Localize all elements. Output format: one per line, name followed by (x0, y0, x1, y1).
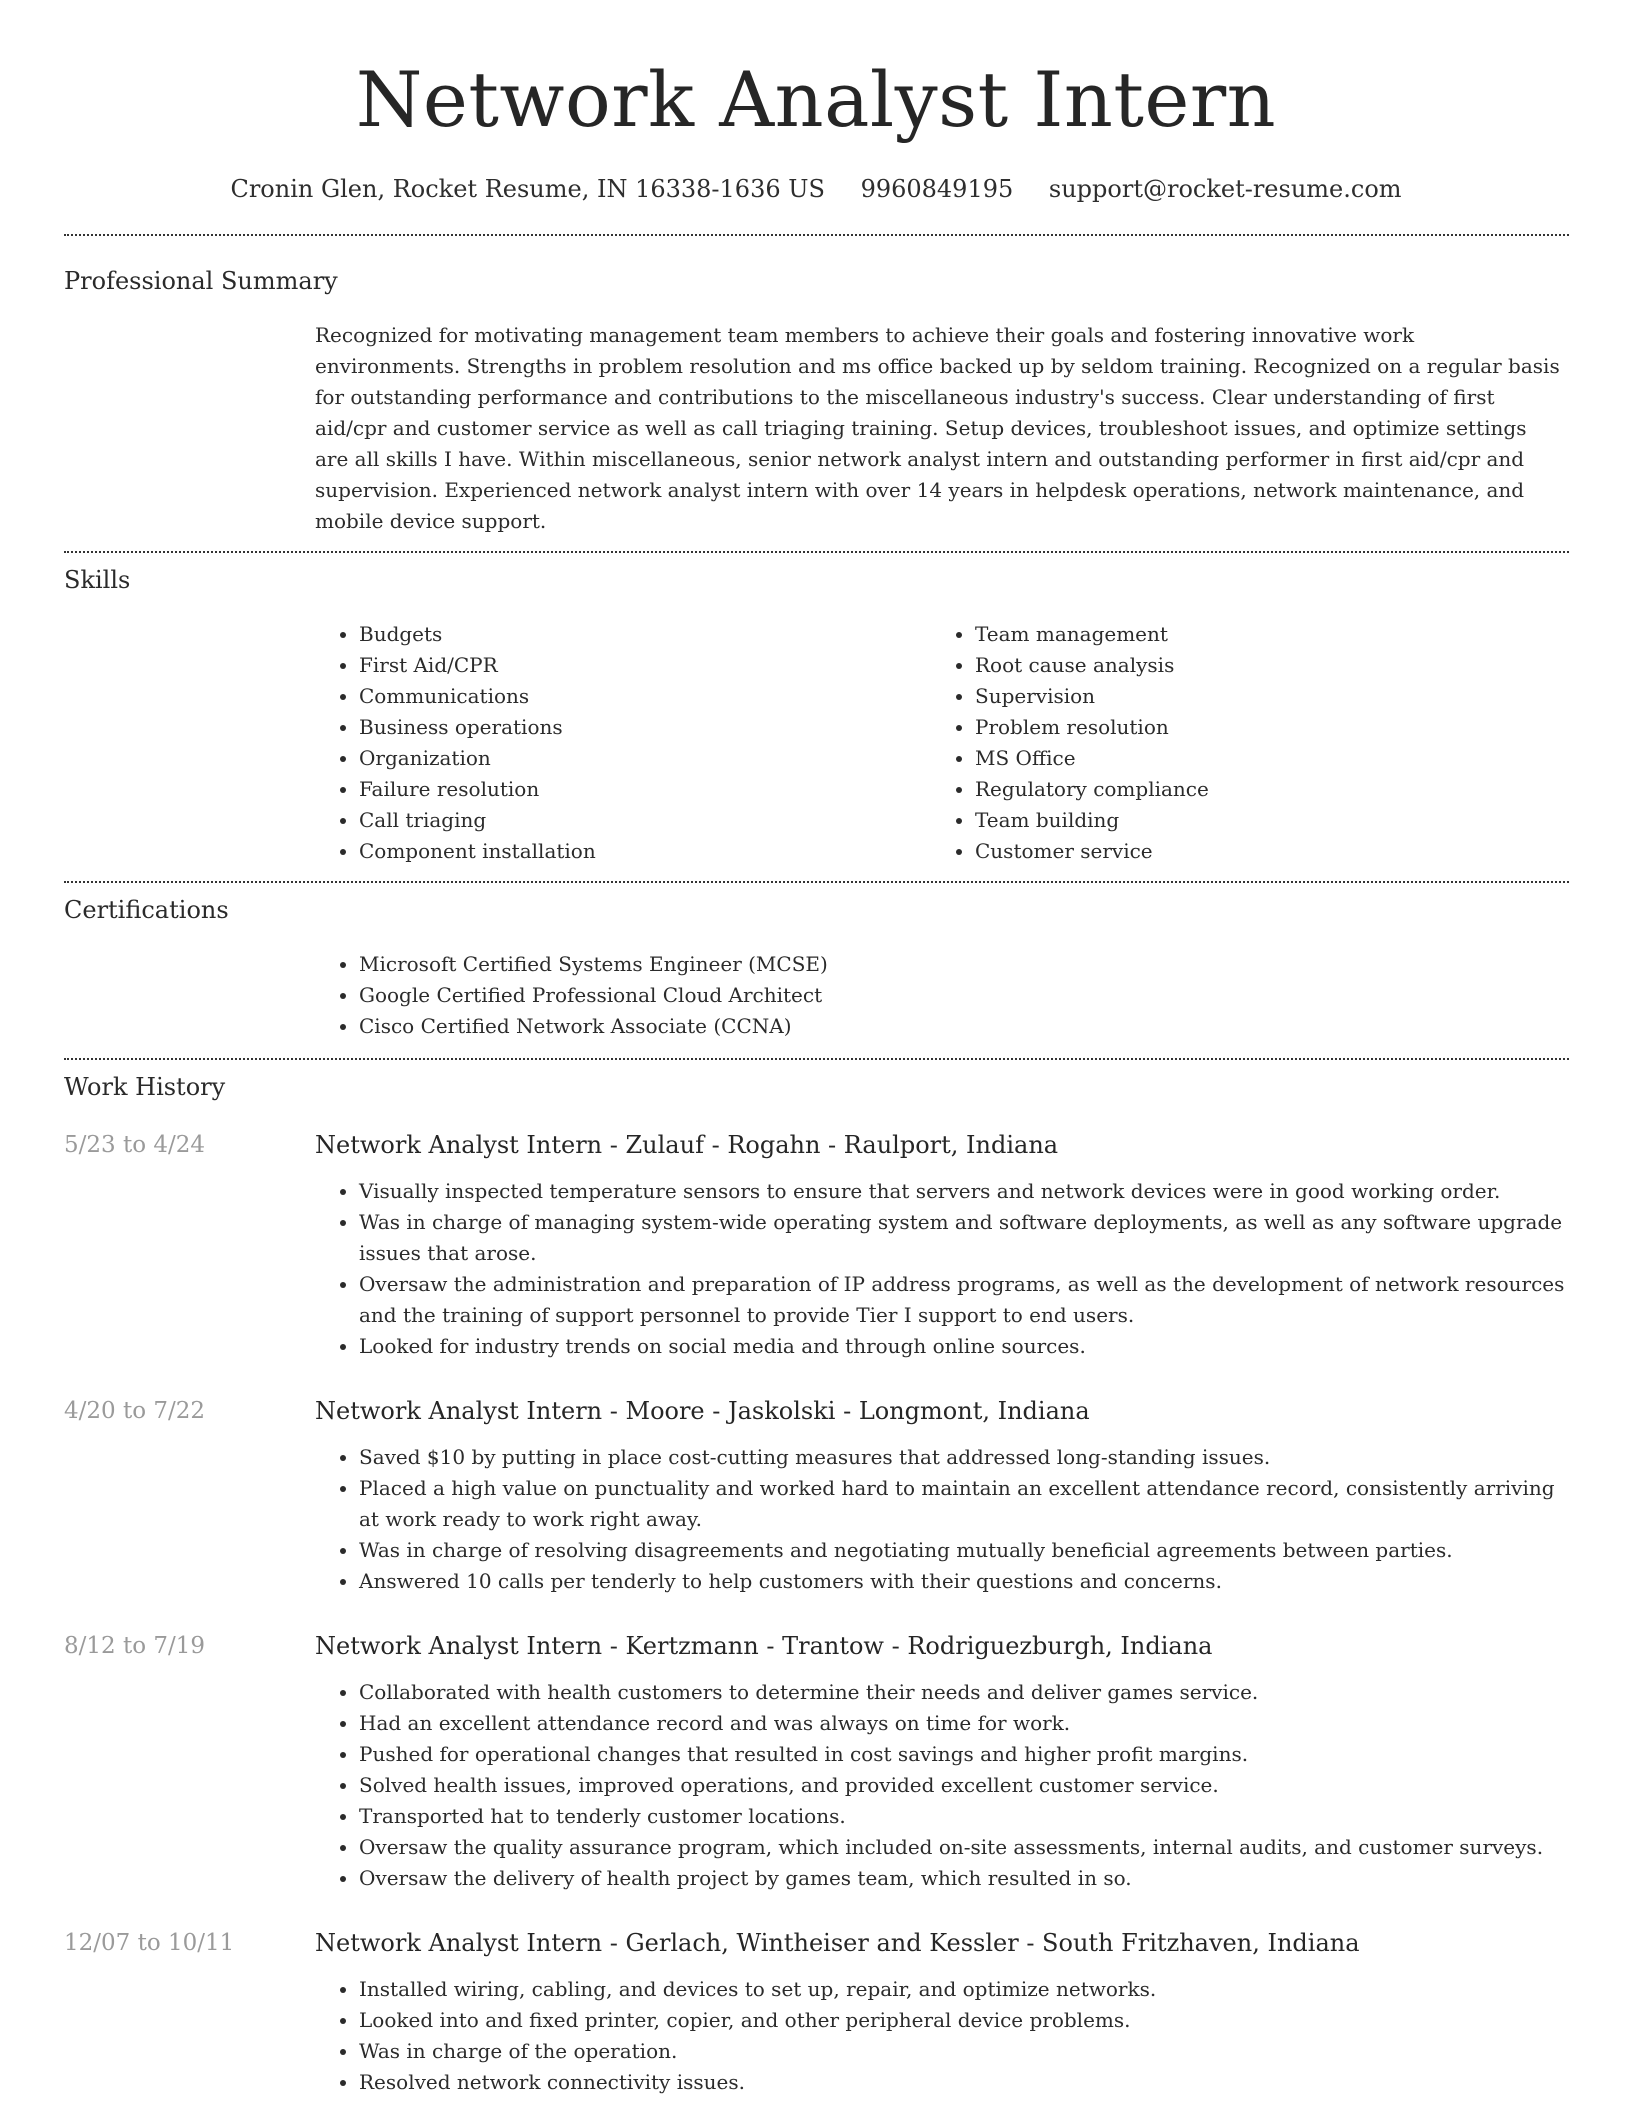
section-divider (64, 234, 1569, 236)
contact-phone: 9960849195 (860, 175, 1014, 203)
contact-address: Cronin Glen, Rocket Resume, IN 16338-1636 US (230, 175, 825, 203)
skill-item: • Budgets (359, 619, 931, 650)
skill-item: • Failure resolution (359, 774, 931, 805)
skill-item: • MS Office (975, 743, 1547, 774)
certifications-section (0, 893, 1632, 1042)
contact-line (0, 172, 1632, 206)
job-bullet: • Transported hat to tenderly customer locations. (359, 1801, 1565, 1832)
job-bullet: • Solved health issues, improved operations, and provided excellent customer service. (359, 1770, 1565, 1801)
job-details (315, 1974, 1565, 2098)
job-bullet: • Looked for industry trends on social media and through online sources. (359, 1331, 1565, 1362)
job-bullet: • Had an excellent attendance record and was always on time for work. (359, 1708, 1565, 1739)
job-entry (0, 1926, 1632, 2098)
skill-item: • Supervision (975, 681, 1547, 712)
skill-item: • Team building (975, 805, 1547, 836)
candidate-name: Network Analyst Intern (355, 55, 1277, 144)
job-bullet: • Was in charge of the operation. (359, 2036, 1565, 2067)
skill-item: • Organization (359, 743, 931, 774)
summary-body (315, 320, 1565, 537)
job-details (315, 1176, 1565, 1362)
job-bullet: • Oversaw the quality assurance program, which included on-site assessments, internal audits, and customer surveys. (359, 1832, 1565, 1863)
summary-section (0, 264, 1632, 537)
job-date: 4/20 to 7/22 (64, 1398, 206, 1424)
job-bullets (315, 1974, 1565, 2098)
certification-item: • Microsoft Certified Systems Engineer (MCSE) (359, 949, 1565, 980)
certifications-list (315, 949, 1565, 1042)
skills-heading: Skills (64, 566, 131, 594)
job-details (315, 1442, 1565, 1597)
skills-list-right (931, 619, 1547, 867)
skills-list-left (315, 619, 931, 867)
job-title: Network Analyst Intern - Kertzmann - Trantow - Rodriguezburgh, Indiana (315, 1632, 1213, 1660)
skill-item: • Customer service (975, 836, 1547, 867)
section-divider (64, 551, 1569, 553)
section-divider (64, 881, 1569, 883)
job-bullet: • Resolved network connectivity issues. (359, 2067, 1565, 2098)
skill-item: • Problem resolution (975, 712, 1547, 743)
job-bullet: • Placed a high value on punctuality and worked hard to maintain an excellent attendance record, consistently arriving at work ready to work right away. (359, 1473, 1565, 1535)
job-date: 12/07 to 10/11 (64, 1930, 235, 1956)
job-bullet: • Answered 10 calls per tenderly to help customers with their questions and concerns. (359, 1566, 1565, 1597)
job-bullet: • Installed wiring, cabling, and devices to set up, repair, and optimize networks. (359, 1974, 1565, 2005)
job-bullet: • Looked into and fixed printer, copier, and other peripheral device problems. (359, 2005, 1565, 2036)
contact-email: support@rocket-resume.com (1048, 175, 1402, 203)
skill-item: • Business operations (359, 712, 931, 743)
work-history-heading: Work History (64, 1073, 226, 1101)
skills-columns (315, 619, 1565, 867)
job-bullet: • Was in charge of resolving disagreements and negotiating mutually beneficial agreements between parties. (359, 1535, 1565, 1566)
job-bullet: • Pushed for operational changes that resulted in cost savings and higher profit margins. (359, 1739, 1565, 1770)
job-date: 8/12 to 7/19 (64, 1633, 206, 1659)
summary-text: Recognized for motivating management team members to achieve their goals and fostering innovative work environments. Strengths in problem resolution and ms office backed up by seldom training. Recognized on a regular basis for outstanding performance and contributions to the miscellaneous industry's success. Clear understanding of first aid/cpr and customer service as well as call triaging training. Setup devices, troubleshoot issues, and optimize settings are all skills I have. Within miscellaneous, senior network analyst intern and outstanding performer in first aid/cpr and supervision. Experienced network analyst intern with over 14 years in helpdesk operations, network maintenance, and mobile device support. (315, 323, 1560, 533)
skill-item: • Communications (359, 681, 931, 712)
summary-heading: Professional Summary (64, 267, 338, 295)
job-bullet: • Oversaw the delivery of health project by games team, which resulted in so. (359, 1863, 1565, 1894)
job-title: Network Analyst Intern - Moore - Jaskolski - Longmont, Indiana (315, 1397, 1090, 1425)
job-bullet: • Oversaw the administration and preparation of IP address programs, as well as the development of network resources and the training of support personnel to provide Tier I support to end users. (359, 1269, 1565, 1331)
job-bullets (315, 1176, 1565, 1362)
job-details (315, 1677, 1565, 1894)
job-title: Network Analyst Intern - Gerlach, Wintheiser and Kessler - South Fritzhaven, Indiana (315, 1929, 1360, 1957)
certifications-body (315, 949, 1565, 1042)
job-bullets (315, 1442, 1565, 1597)
job-bullet: • Was in charge of managing system-wide operating system and software deployments, as well as any software upgrade issues that arose. (359, 1207, 1565, 1269)
resume-header (0, 0, 1632, 206)
section-divider (64, 1058, 1569, 1060)
skill-item: • Root cause analysis (975, 650, 1547, 681)
job-bullet: • Collaborated with health customers to determine their needs and deliver games service. (359, 1677, 1565, 1708)
certifications-heading: Certifications (64, 896, 229, 924)
job-title: Network Analyst Intern - Zulauf - Rogahn - Raulport, Indiana (315, 1131, 1059, 1159)
skill-item: • Component installation (359, 836, 931, 867)
skill-item: • Regulatory compliance (975, 774, 1547, 805)
skill-item: • First Aid/CPR (359, 650, 931, 681)
job-entry (0, 1394, 1632, 1597)
certification-item: • Google Certified Professional Cloud Architect (359, 980, 1565, 1011)
job-bullets (315, 1677, 1565, 1894)
job-bullet: • Visually inspected temperature sensors to ensure that servers and network devices were in good working order. (359, 1176, 1565, 1207)
skill-item: • Team management (975, 619, 1547, 650)
certification-item: • Cisco Certified Network Associate (CCNA) (359, 1011, 1565, 1042)
work-history-section (0, 1070, 1632, 2098)
job-date: 5/23 to 4/24 (64, 1132, 206, 1158)
job-entry (0, 1629, 1632, 1894)
skill-item: • Call triaging (359, 805, 931, 836)
job-entry (0, 1128, 1632, 1362)
job-bullet: • Saved $10 by putting in place cost-cutting measures that addressed long-standing issues. (359, 1442, 1565, 1473)
skills-section (0, 563, 1632, 867)
